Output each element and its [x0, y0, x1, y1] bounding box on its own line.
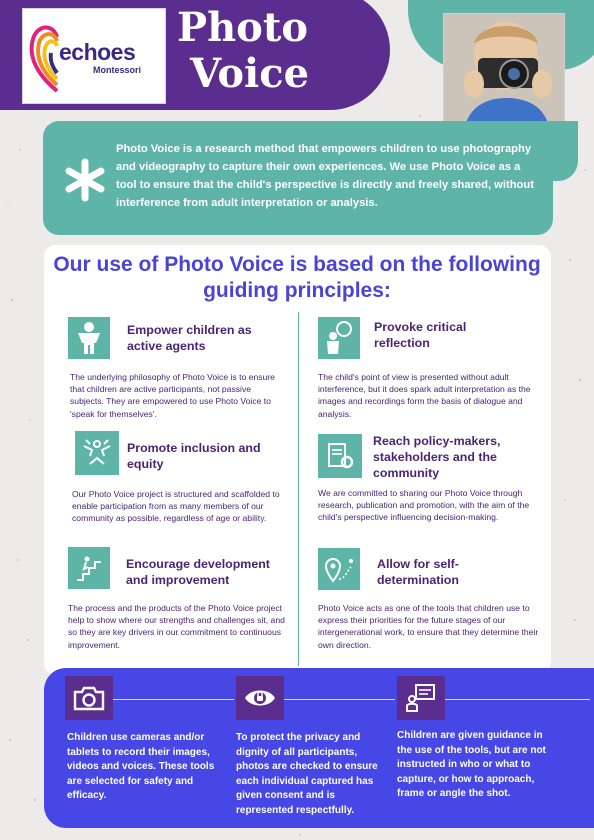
principles-heading: Our use of Photo Voice is based on the following guiding principles: [53, 253, 541, 302]
map-pin-icon [318, 548, 360, 590]
person-icon [68, 317, 110, 359]
bottom-text: To protect the privacy and dignity of all participants, photos are checked to ensure each individual captured has given consent and is represented respectfully. [236, 732, 378, 816]
band-divider-line [443, 699, 590, 700]
intro-text: Photo Voice is a research method that empowers children to use photography and videography to capture their own experiences. We use Photo Voice as a tool to ensure that the child's perspective is directly and freely shared, without interference from adult interpretation or analysis. [116, 143, 534, 209]
page-title-line-2: Voice [190, 50, 310, 97]
column-divider [298, 312, 299, 666]
principle-title: Provoke critical reflection [374, 320, 467, 350]
hands-icon [75, 431, 119, 475]
principle-title: Empower children as active agents [127, 323, 252, 353]
logo [22, 8, 166, 104]
principle-body: Our Photo Voice project is structured and scaffolded to enable participation from as many members of our community as possible, regardless of age or ability. [72, 489, 280, 524]
camera-icon [65, 676, 113, 720]
principle-title: Reach policy-makers, stakeholders and the community [373, 434, 501, 480]
stairs-climber-icon [68, 547, 110, 589]
principle-title: Allow for self-determination [377, 557, 459, 587]
band-divider-line [112, 699, 234, 700]
band-divider-line [282, 699, 395, 700]
presenter-icon [397, 676, 445, 720]
principle-body: The underlying philosophy of Photo Voice is to ensure that children are active participants, not passive subjects. They are empowered to use Photo Voice to 'speak for themselves'. [70, 372, 275, 419]
logo-subtitle: Montessori [93, 65, 142, 75]
thinking-person-icon [318, 317, 360, 359]
child-with-camera-photo [443, 13, 565, 133]
principle-body: The process and the products of the Photo Voice project help to show where our strengths and challenges sit, and so they are key drivers in our commitment to continuous improvement. [68, 603, 285, 650]
eye-icon [236, 676, 284, 720]
principle-title: Encourage development and improvement [126, 557, 270, 587]
asterisk-icon [63, 158, 107, 202]
bottom-text: Children are given guidance in the use of the tools, but are not instructed in who or what to capture, or how to approach, frame or angle the shot. [397, 730, 546, 800]
principle-body: We are committed to sharing our Photo Voice through research, publication and promotion, with the aim of the child's perspective influencing decision-making. [318, 488, 530, 523]
principle-body: Photo Voice acts as one of the tools that children use to express their priorities for the future stages of our intergenerational work, to ensure that they determine their own direction. [318, 603, 539, 650]
principle-body: The child's point of view is presented without adult interference, but it does spark adult interpretation as the images and recordings form the basis of dialogue and analysis. [318, 372, 531, 419]
document-gear-icon [318, 434, 362, 478]
bottom-text: Children use cameras and/or tablets to record their images, videos and voices. These tools are selected for safety and efficacy. [67, 732, 215, 802]
child-photo-illustration [444, 14, 565, 133]
page-title-line-1: Photo [177, 4, 308, 51]
logo-name: echoes [59, 39, 136, 65]
principle-title: Promote inclusion and equity [127, 441, 261, 471]
